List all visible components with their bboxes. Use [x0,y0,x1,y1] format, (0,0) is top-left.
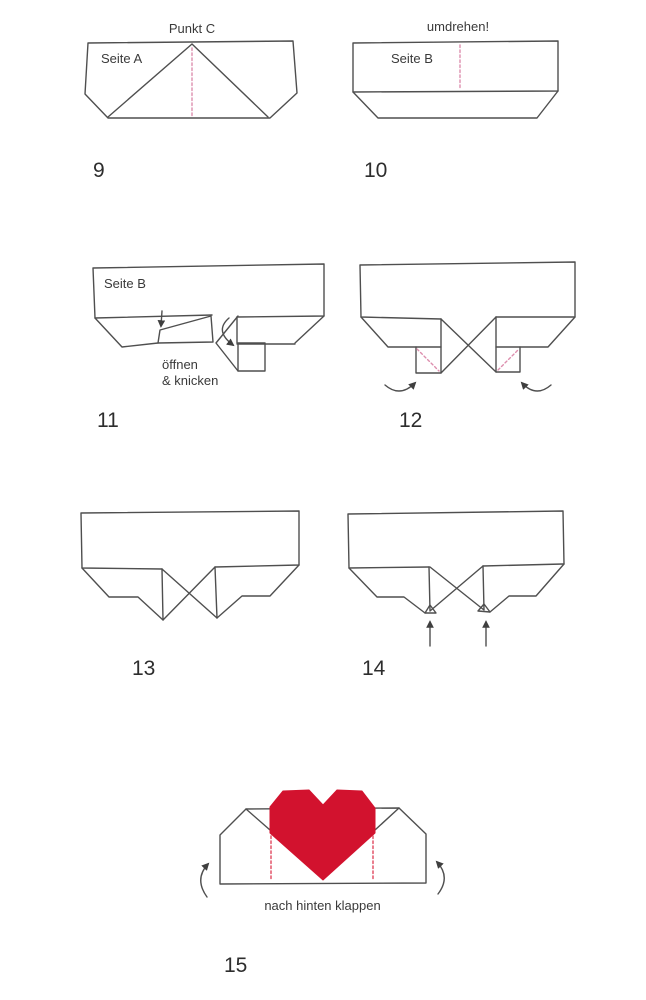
red-heart [270,790,375,880]
right-curved-arrow [522,383,551,391]
step-15-diagram [201,790,445,897]
paper-outline [81,511,299,569]
left-flap-trapezoid [349,568,425,613]
left-flip-arrow [201,864,208,897]
side-a-label: Seite A [101,51,143,66]
right-dashed-fold-line [498,349,519,370]
point-c-label: Punkt C [168,21,216,36]
side-b-label-step10: Seite B [391,51,433,66]
right-fold-triangle [216,316,238,371]
oeffnen-annotation: öffnen [162,357,198,372]
step-number-15: 15 [224,954,248,977]
left-fold-crease [246,809,270,830]
step-number-12: 12 [399,409,423,432]
nach-hinten-klappen-annotation: nach hinten klappen [264,898,381,913]
left-flap-trapezoid [82,568,163,620]
paper-outline [93,264,324,318]
step-10-diagram [353,41,558,118]
step-number-13: 13 [132,657,156,680]
right-flap-trapezoid [295,316,324,343]
left-flap-trapezoid [95,318,158,347]
opened-flap [158,316,213,343]
knicken-annotation: & knicken [162,373,219,388]
paper-outline [360,262,575,319]
right-fold-crease [375,808,399,830]
umdrehen-label: umdrehen! [426,19,490,34]
step-13-diagram [81,511,299,620]
side-b-label-step11: Seite B [104,276,146,291]
right-square-flap [238,343,265,371]
paper-outline [353,41,558,92]
step-number-10: 10 [364,159,388,182]
right-flap-trapezoid [217,565,299,618]
step-number-11: 11 [97,409,119,432]
open-arrow [161,311,162,326]
step-12-diagram [360,262,575,391]
right-flap-trapezoid [490,564,564,612]
step-number-9: 9 [93,159,105,182]
center-bowtie-folds [162,567,217,620]
bottom-flap [353,91,558,118]
center-bowtie-folds [441,317,496,373]
right-flip-arrow [437,862,444,894]
step-number-14: 14 [362,657,386,680]
left-curved-arrow [385,383,415,391]
step-14-diagram [348,511,564,646]
left-flap-trapezoid [361,317,416,347]
left-dashed-fold-line [417,349,439,371]
knick-curved-arrow [222,318,233,345]
right-inner-edge [237,317,295,344]
paper-outline [348,511,564,568]
center-bowtie-folds [429,566,484,611]
right-flap-trapezoid [520,317,575,347]
